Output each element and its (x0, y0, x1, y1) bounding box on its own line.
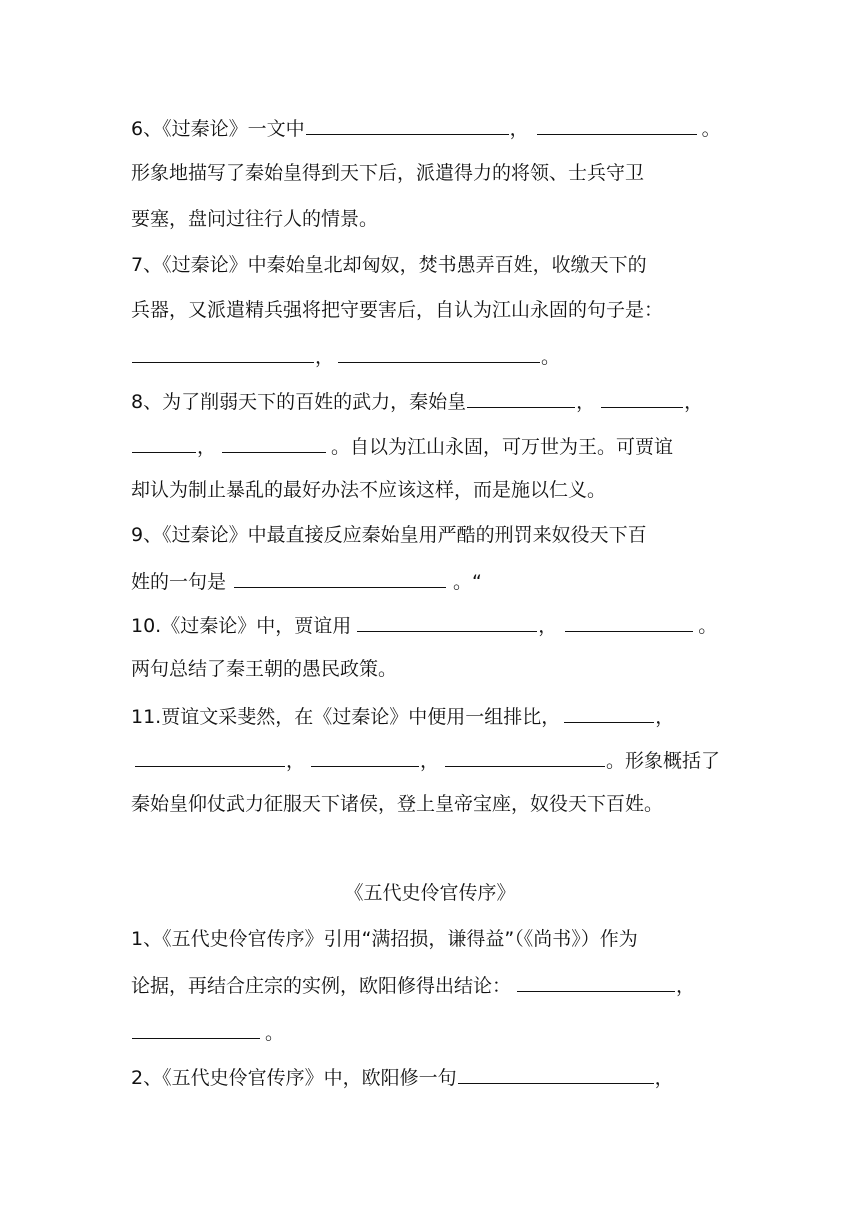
answer-blank[interactable] (565, 609, 693, 632)
answer-blank[interactable] (338, 340, 540, 363)
question-text: 11.贾谊文采斐然，在《过秦论》中便用一组排比， (131, 706, 561, 728)
punctuation: 。 (698, 615, 718, 637)
answer-blank[interactable] (132, 1016, 260, 1039)
question-text: 。形象概括了 (606, 750, 721, 772)
question-7-line-1: 7、《过秦论》中秦始皇北却匈奴，焚书愚弄百姓，收缴天下的 (131, 254, 647, 276)
answer-blank[interactable] (564, 700, 654, 723)
question-8-line-3: 却认为制止暴乱的最好办法不应该这样，而是施以仁义。 (131, 479, 607, 501)
section-question-2-line-1 (131, 1061, 674, 1091)
question-text: 8、为了削弱天下的百姓的武力，秦始皇 (131, 391, 467, 413)
punctuation: ， (654, 1067, 674, 1089)
question-6-line-3: 要塞，盘问过往行人的情景。 (131, 208, 379, 230)
question-11-line-3: 秦始皇仰仗武力征服天下诸侯，登上皇帝宝座，奴役天下百姓。 (131, 793, 664, 815)
answer-blank[interactable] (467, 385, 575, 408)
question-text: 6、《过秦论》一文中 (131, 118, 305, 140)
punctuation: ， (684, 391, 704, 413)
punctuation: ， (315, 346, 335, 368)
question-11-line-1 (131, 700, 674, 730)
question-10-line-1 (131, 609, 717, 639)
punctuation: ， (655, 706, 675, 728)
answer-blank[interactable] (234, 565, 446, 588)
question-9-line-1: 9、《过秦论》中最直接反应秦始皇用严酷的刑罚来奴役天下百 (131, 524, 647, 546)
question-9-line-2 (131, 565, 482, 595)
punctuation: ， (286, 750, 306, 772)
punctuation: 。 (541, 346, 561, 368)
section-question-1-line-1: 1、《五代史伶官传序》引用“满招损，谦得益”（《尚书》）作为 (131, 928, 638, 950)
question-8-line-1 (131, 385, 703, 415)
question-text: 10.《过秦论》中，贾谊用 (131, 615, 352, 637)
punctuation: ， (676, 975, 696, 997)
punctuation: ， (538, 615, 558, 637)
question-6-line-2: 形象地描写了秦始皇得到天下后，派遣得力的将领、士兵守卫 (131, 162, 645, 184)
answer-blank[interactable] (357, 609, 537, 632)
answer-blank[interactable] (517, 969, 675, 992)
punctuation: 。 (701, 118, 721, 140)
question-text: 姓的一句是 (131, 571, 227, 593)
punctuation: 。 (265, 1022, 285, 1044)
question-7-line-2: 兵器，又派遣精兵强将把守要害后，自认为江山永固的句子是： (131, 299, 664, 321)
answer-blank[interactable] (445, 744, 605, 767)
answer-blank[interactable] (222, 430, 326, 453)
answer-blank[interactable] (306, 112, 509, 135)
punctuation: ， (576, 391, 596, 413)
question-10-line-2: 两句总结了秦王朝的愚民政策。 (131, 658, 398, 680)
question-11-line-2 (131, 744, 720, 774)
section-question-1-line-2 (131, 969, 695, 999)
answer-blank[interactable] (458, 1061, 654, 1084)
question-6-line-1 (131, 112, 721, 142)
answer-blank[interactable] (311, 744, 419, 767)
answer-blank[interactable] (537, 112, 697, 135)
punctuation: ， (420, 750, 440, 772)
punctuation: ， (509, 118, 529, 140)
answer-blank[interactable] (132, 340, 314, 363)
section-title: 《五代史伶官传序》 (344, 882, 516, 904)
question-text: 。自以为江山永固，可万世为王。可贾谊 (331, 436, 674, 458)
section-question-1-line-3 (131, 1016, 284, 1046)
answer-blank[interactable] (135, 744, 285, 767)
question-text: 2、《五代史伶官传序》中，欧阳修一句 (131, 1067, 457, 1089)
question-7-line-3 (131, 340, 560, 370)
question-text: 论据，再结合庄宗的实例，欧阳修得出结论： (131, 975, 512, 997)
question-8-line-2 (131, 430, 673, 460)
punctuation: ， (197, 436, 217, 458)
answer-blank[interactable] (601, 385, 683, 408)
punctuation: 。“ (453, 571, 482, 593)
answer-blank[interactable] (132, 430, 196, 453)
